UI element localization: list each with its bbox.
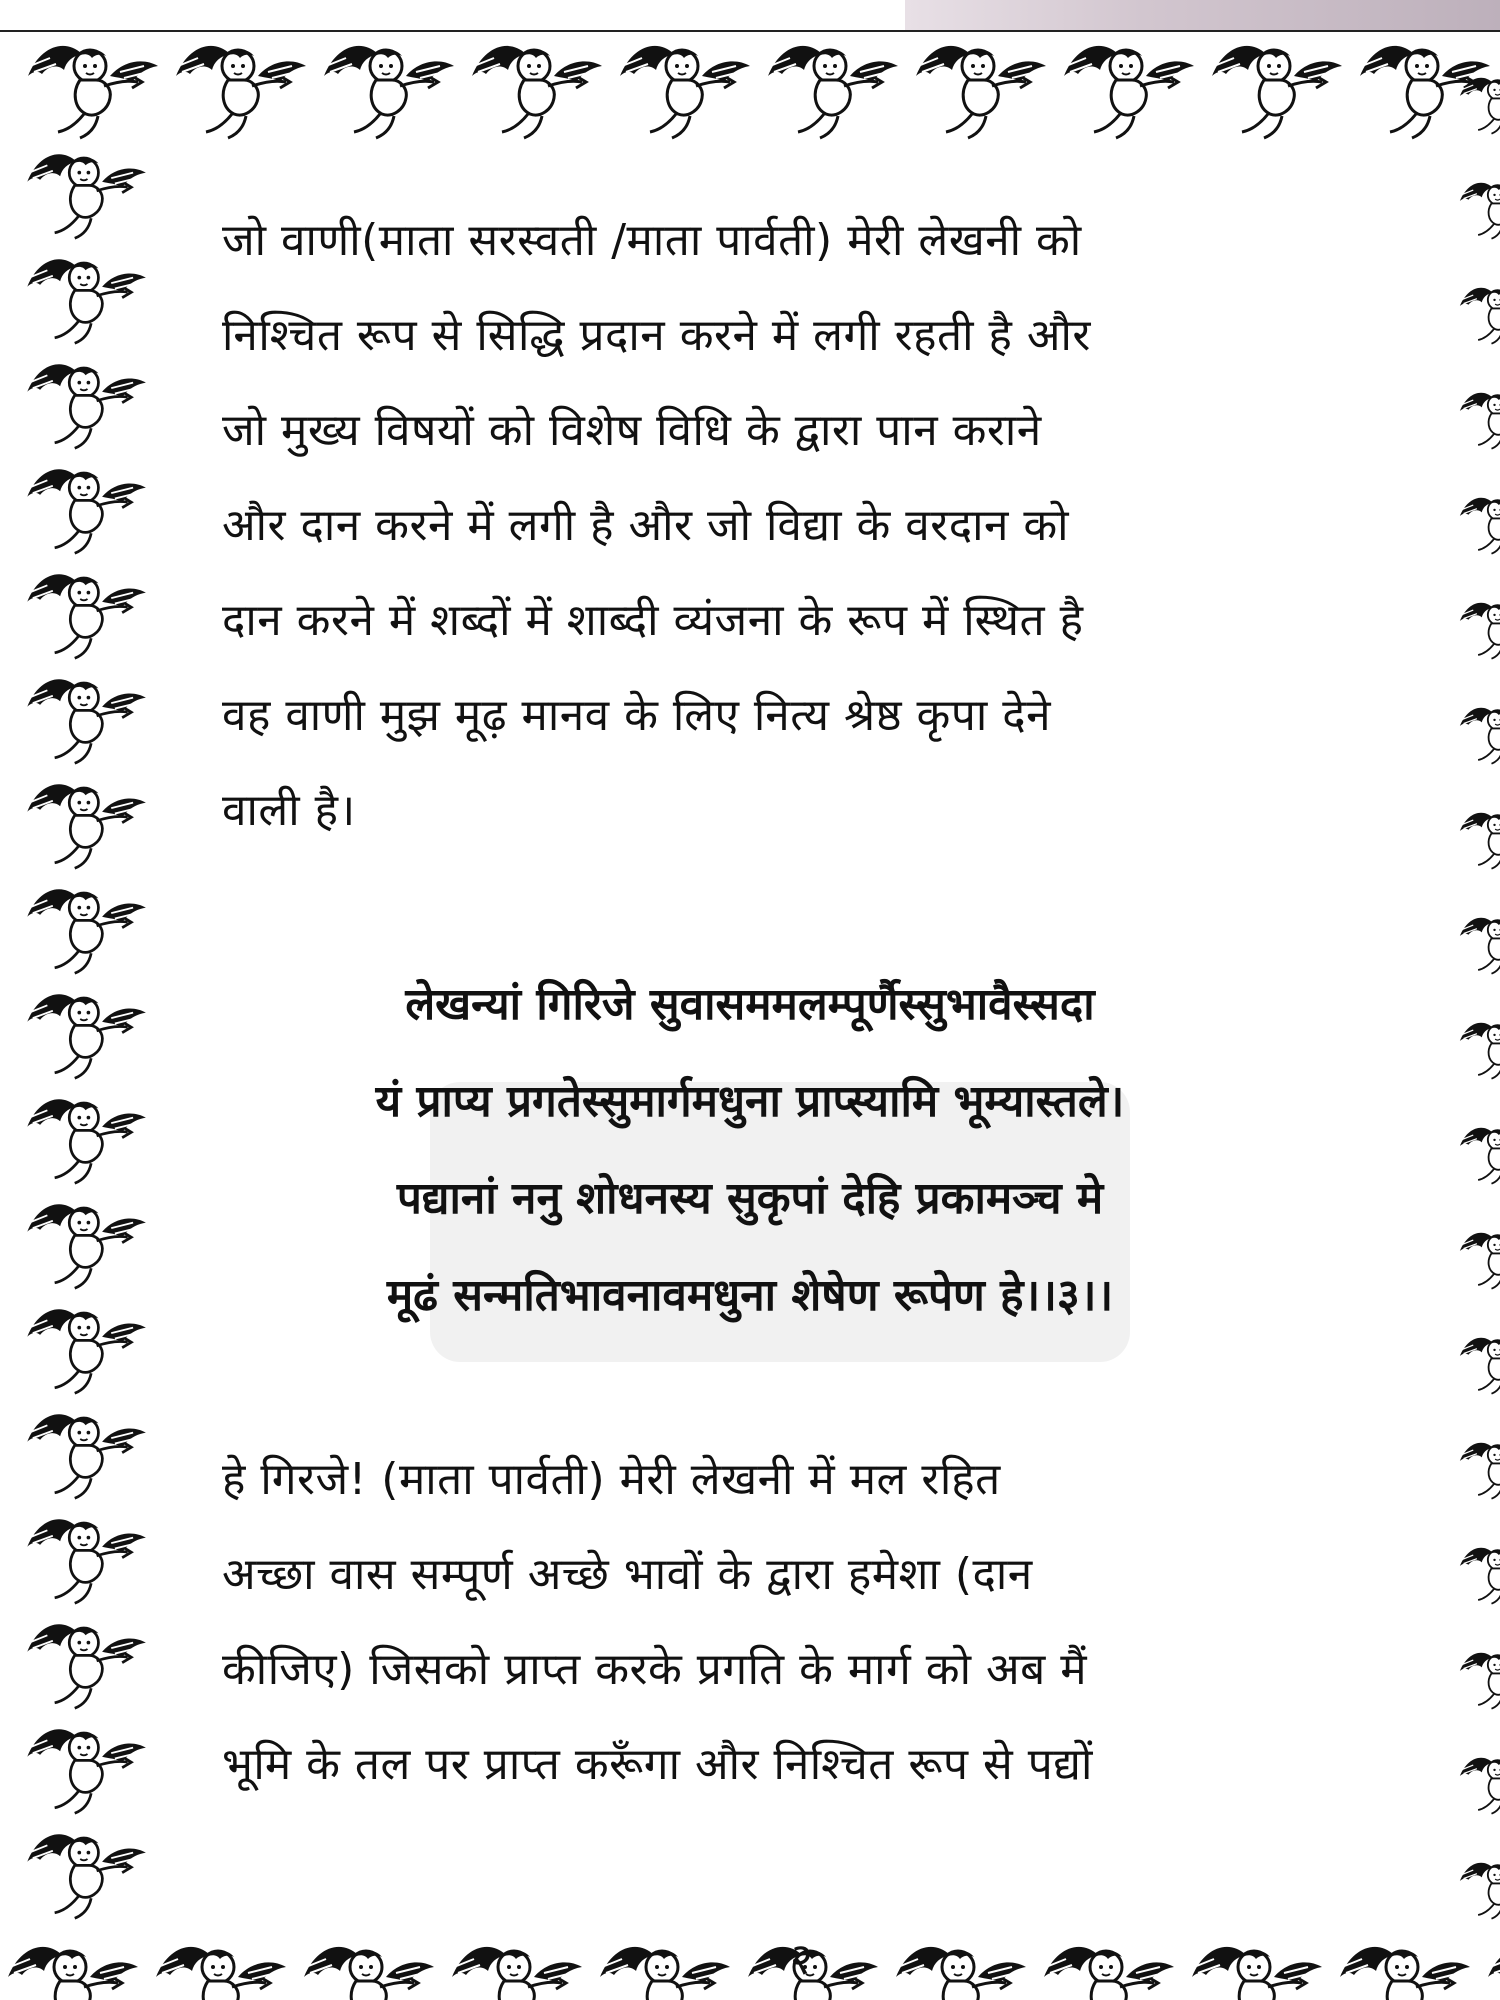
cherub-icon (20, 1087, 155, 1192)
cherub-icon (464, 36, 612, 144)
cherub-icon (1455, 367, 1500, 472)
paragraph-1-line: वाली है। (222, 785, 356, 836)
cherub-icon (1455, 52, 1500, 157)
cherub-icon (20, 247, 155, 352)
verse-line: यं प्राप्य प्रगतेस्सुमार्गमधुना प्राप्स्यामि भूम्यास्तले। (375, 1076, 1125, 1127)
cherub-icon (760, 36, 908, 144)
cherub-icon (296, 1937, 444, 2000)
cherub-icon (20, 772, 155, 877)
cherub-icon (1455, 1627, 1500, 1732)
cherub-icon (1455, 262, 1500, 367)
cherub-icon (20, 667, 155, 772)
cherub-icon (1480, 1937, 1500, 2000)
cherub-icon (20, 1717, 155, 1822)
paragraph-1-line: जो मुख्य विषयों को विशेष विधि के द्वारा पान कराने (222, 405, 1042, 456)
cherub-icon (20, 36, 168, 144)
paragraph-2-line: भूमि के तल पर प्राप्त करूँगा और निश्चित रूप से पद्यों (222, 1739, 1093, 1790)
verse-line: पद्यानां ननु शोधनस्य सुकृपां देहि प्रकामञ्च मे (396, 1173, 1104, 1224)
cherub-icon (148, 1937, 296, 2000)
paragraph-1-line: दान करने में शब्दों में शाब्दी व्यंजना के रूप में स्थित है (222, 595, 1084, 646)
cherub-icon (592, 1937, 740, 2000)
cherub-icon (20, 877, 155, 982)
cherub-icon (444, 1937, 592, 2000)
cherub-icon (1184, 1937, 1332, 2000)
cherub-icon (612, 36, 760, 144)
cherub-icon (20, 982, 155, 1087)
cherub-icon (316, 36, 464, 144)
cherub-icon (20, 1192, 155, 1297)
cherub-icon (908, 36, 1056, 144)
cherub-icon (20, 352, 155, 457)
cherub-icon (1204, 36, 1352, 144)
cherub-icon (1455, 1732, 1500, 1837)
paragraph-2-line: हे गिरजे! (माता पार्वती) मेरी लेखनी में मल रहित (222, 1454, 1001, 1505)
paragraph-2-line: कीजिए) जिसको प्राप्त करके प्रगति के मार्ग को अब मैं (222, 1644, 1088, 1695)
scan-background-shadow (905, 0, 1500, 30)
cherub-icon (1455, 1207, 1500, 1312)
cherub-icon (20, 562, 155, 667)
cherub-icon (1455, 892, 1500, 997)
cherub-icon (1455, 1102, 1500, 1207)
cherub-icon (20, 457, 155, 562)
cherub-icon (1455, 157, 1500, 262)
cherub-icon (1455, 1522, 1500, 1627)
paragraph-1-line: जो वाणी(माता सरस्वती /माता पार्वती) मेरी लेखनी को (222, 215, 1082, 266)
left-border (20, 142, 155, 1942)
page-number: २ (790, 1934, 813, 1985)
paragraph-2-line: अच्छा वास सम्पूर्ण अच्छे भावों के द्वारा हमेशा (दान (222, 1549, 1033, 1600)
cherub-icon (888, 1937, 1036, 2000)
cherub-icon (1455, 682, 1500, 787)
right-border (1455, 52, 1500, 1952)
cherub-icon (20, 1402, 155, 1507)
cherub-icon (20, 1612, 155, 1717)
cherub-icon (740, 1937, 888, 2000)
cherub-icon (1036, 1937, 1184, 2000)
cherub-icon (20, 1297, 155, 1402)
cherub-icon (1455, 472, 1500, 577)
cherub-icon (0, 1937, 148, 2000)
cherub-icon (1455, 577, 1500, 682)
paragraph-1-line: वह वाणी मुझ मूढ़ मानव के लिए नित्य श्रेष्ठ कृपा देने (222, 690, 1051, 741)
cherub-icon (1455, 1417, 1500, 1522)
cherub-icon (1455, 1312, 1500, 1417)
book-page (0, 30, 1500, 2000)
cherub-icon (1455, 787, 1500, 892)
cherub-icon (20, 1822, 155, 1927)
paragraph-1-line: और दान करने में लगी है और जो विद्या के वरदान को (222, 500, 1070, 551)
bottom-border (0, 1937, 1500, 2000)
cherub-icon (20, 142, 155, 247)
top-border (20, 36, 1500, 148)
cherub-icon (168, 36, 316, 144)
verse-line: मूढं सन्मतिभावनावमधुना शेषेण रूपेण हे।।३।। (386, 1270, 1114, 1321)
cherub-icon (1332, 1937, 1480, 2000)
cherub-icon (20, 1507, 155, 1612)
cherub-icon (1056, 36, 1204, 144)
cherub-icon (1455, 1837, 1500, 1942)
paragraph-1-line: निश्चित रूप से सिद्धि प्रदान करने में लगी रहती है और (222, 310, 1091, 361)
verse-line: लेखन्यां गिरिजे सुवासममलम्पूर्णैस्सुभावैस्सदा (405, 979, 1095, 1030)
cherub-icon (1455, 997, 1500, 1102)
